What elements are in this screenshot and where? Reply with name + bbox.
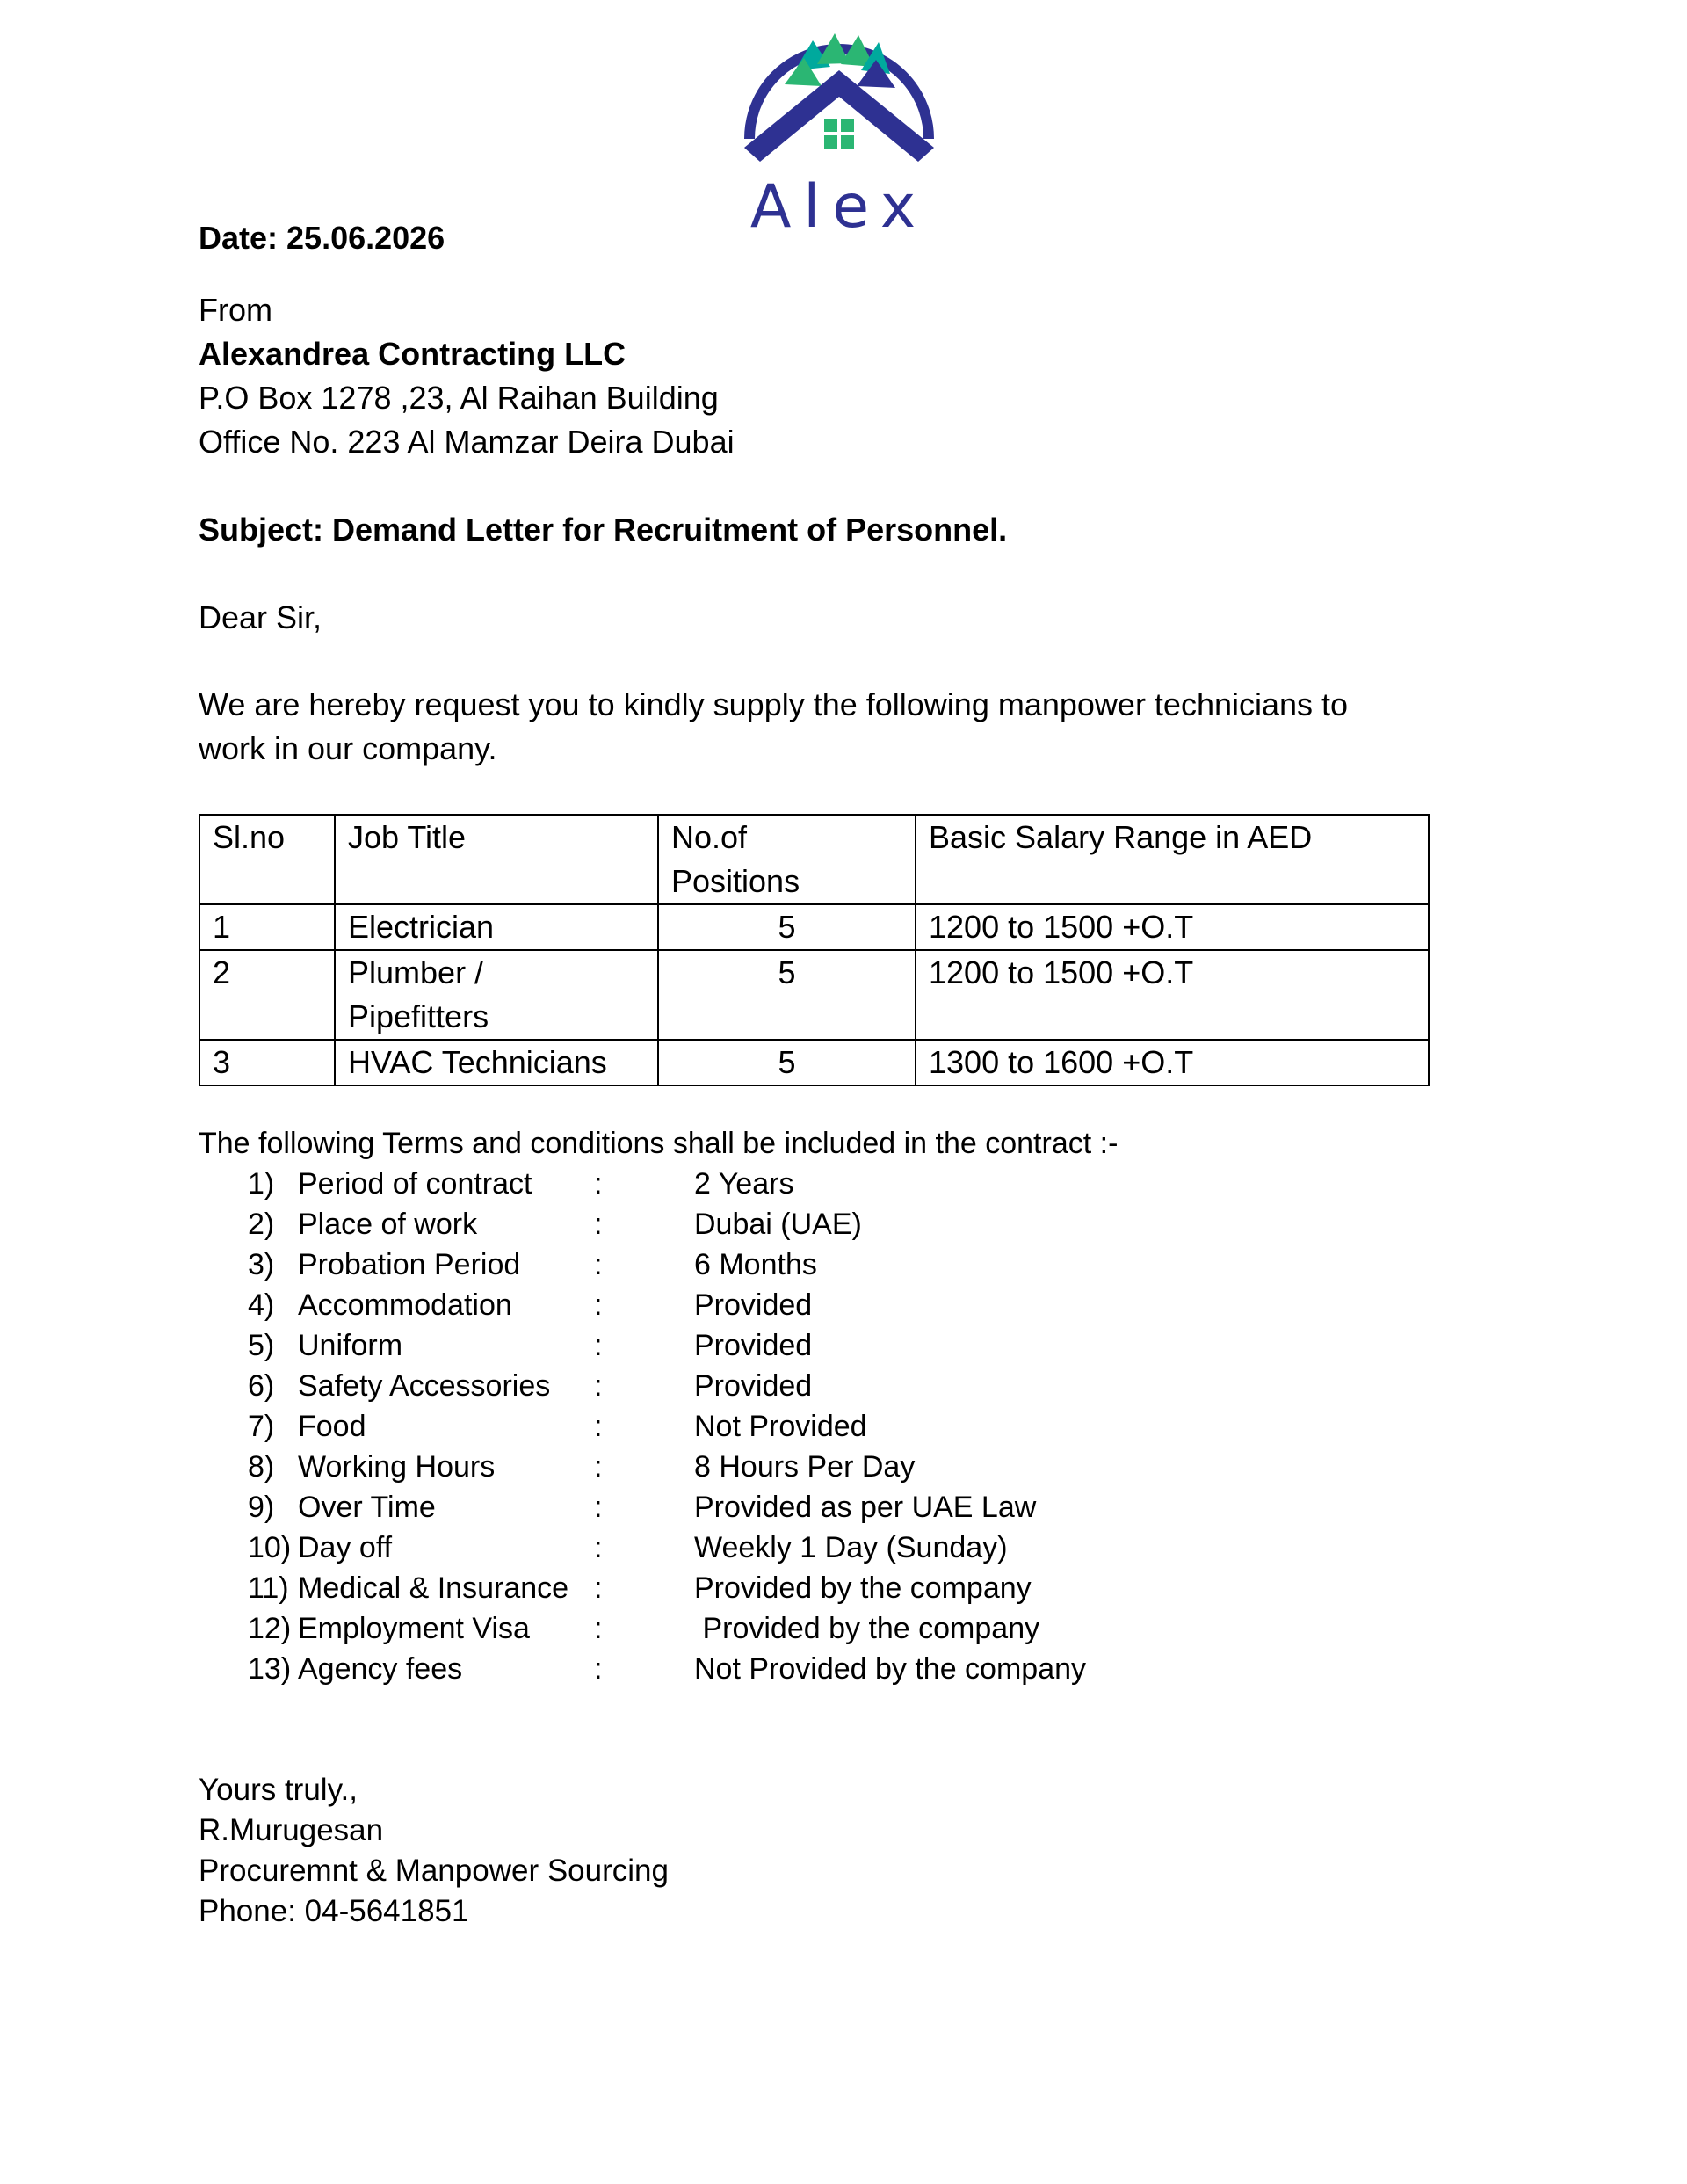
terms-list xyxy=(199,1164,1118,1689)
row-job-title: HVAC Technicians xyxy=(335,1040,658,1085)
term-colon: : xyxy=(594,1450,603,1484)
term-number: 7) xyxy=(248,1410,275,1443)
row-salary: 1200 to 1500 +O.T xyxy=(916,904,1429,950)
term-number: 3) xyxy=(248,1248,275,1281)
term-value: Provided by the company xyxy=(694,1612,1040,1645)
row-slno: 2 xyxy=(199,950,335,1040)
signature-block xyxy=(199,1770,669,1932)
header-job-title: Job Title xyxy=(335,815,658,904)
row-slno: 1 xyxy=(199,904,335,950)
company-name: Alexandrea Contracting LLC xyxy=(199,336,626,372)
term-value: Weekly 1 Day (Sunday) xyxy=(694,1531,1008,1564)
term-key: Medical & Insurance xyxy=(298,1571,569,1605)
term-number: 2) xyxy=(248,1208,275,1241)
positions-table xyxy=(199,814,1430,1086)
list-item xyxy=(199,1325,1118,1366)
term-number: 5) xyxy=(248,1329,275,1362)
body-line-1: We are hereby request you to kindly supply the following manpower technicians to xyxy=(199,686,1349,722)
row-job-title: Electrician xyxy=(335,904,658,950)
term-number: 6) xyxy=(248,1369,275,1403)
from-label: From xyxy=(199,292,272,328)
term-colon: : xyxy=(594,1167,603,1201)
list-item xyxy=(199,1285,1118,1325)
row-job-title-line-1: Plumber / xyxy=(348,954,484,990)
term-colon: : xyxy=(594,1410,603,1443)
list-item xyxy=(199,1204,1118,1244)
term-value: 8 Hours Per Day xyxy=(694,1450,916,1484)
logo-wordmark: Alex xyxy=(749,172,929,242)
term-colon: : xyxy=(594,1531,603,1564)
company-logo xyxy=(734,16,945,242)
list-item xyxy=(199,1568,1118,1608)
term-number: 13) xyxy=(248,1652,292,1686)
term-colon: : xyxy=(594,1329,603,1362)
header-slno: Sl.no xyxy=(199,815,335,904)
term-key: Safety Accessories xyxy=(298,1369,551,1403)
letter-date: Date: 25.06.2026 xyxy=(199,220,445,256)
term-colon: : xyxy=(594,1571,603,1605)
row-salary: 1300 to 1600 +O.T xyxy=(916,1040,1429,1085)
header-positions-line-2: Positions xyxy=(671,863,800,899)
term-colon: : xyxy=(594,1612,603,1645)
term-key: Working Hours xyxy=(298,1450,496,1484)
terms-section xyxy=(199,1123,1118,1689)
term-number: 4) xyxy=(248,1288,275,1322)
table-header-row xyxy=(199,815,1429,904)
term-value: Dubai (UAE) xyxy=(694,1208,862,1241)
address-line-2: Office No. 223 Al Mamzar Deira Dubai xyxy=(199,424,735,460)
row-job-title xyxy=(335,950,658,1040)
term-colon: : xyxy=(594,1652,603,1686)
row-slno: 3 xyxy=(199,1040,335,1085)
term-value: Not Provided by the company xyxy=(694,1652,1087,1686)
term-key: Period of contract xyxy=(298,1167,532,1201)
list-item xyxy=(199,1447,1118,1487)
header-positions xyxy=(658,815,916,904)
list-item xyxy=(199,1649,1118,1689)
term-colon: : xyxy=(594,1369,603,1403)
row-salary: 1200 to 1500 +O.T xyxy=(916,950,1429,1040)
list-item xyxy=(199,1406,1118,1447)
body-line-2: work in our company. xyxy=(199,730,497,766)
list-item xyxy=(199,1487,1118,1527)
term-value: 2 Years xyxy=(694,1167,794,1201)
term-number: 12) xyxy=(248,1612,292,1645)
salutation: Dear Sir, xyxy=(199,599,322,635)
term-value: Provided as per UAE Law xyxy=(694,1491,1037,1524)
signatory-title: Procuremnt & Manpower Sourcing xyxy=(199,1854,669,1888)
term-value: 6 Months xyxy=(694,1248,817,1281)
term-number: 11) xyxy=(248,1571,289,1605)
term-key: Probation Period xyxy=(298,1248,521,1281)
term-key: Uniform xyxy=(298,1329,403,1362)
term-key: Over Time xyxy=(298,1491,436,1524)
term-key: Place of work xyxy=(298,1208,478,1241)
row-positions: 5 xyxy=(658,1040,916,1085)
term-number: 1) xyxy=(248,1167,275,1201)
header-salary: Basic Salary Range in AED xyxy=(916,815,1429,904)
letter-subject: Subject: Demand Letter for Recruitment of Personnel. xyxy=(199,512,1008,548)
table-row xyxy=(199,950,1429,1040)
term-value: Provided xyxy=(694,1329,813,1362)
term-value: Provided xyxy=(694,1369,813,1403)
address-line-1: P.O Box 1278 ,23, Al Raihan Building xyxy=(199,380,719,416)
term-number: 10) xyxy=(248,1531,292,1564)
list-item xyxy=(199,1366,1118,1406)
term-number: 8) xyxy=(248,1450,275,1484)
row-positions: 5 xyxy=(658,904,916,950)
list-item xyxy=(199,1608,1118,1649)
term-value: Provided by the company xyxy=(694,1571,1032,1605)
term-colon: : xyxy=(594,1208,603,1241)
term-key: Food xyxy=(298,1410,366,1443)
table-row xyxy=(199,904,1429,950)
header-positions-line-1: No.of xyxy=(671,819,748,855)
term-key: Accommodation xyxy=(298,1288,512,1322)
closing: Yours truly., xyxy=(199,1773,358,1807)
signatory-phone: Phone: 04-5641851 xyxy=(199,1894,469,1928)
row-positions: 5 xyxy=(658,950,916,1040)
term-colon: : xyxy=(594,1288,603,1322)
table-row xyxy=(199,1040,1429,1085)
term-value: Not Provided xyxy=(694,1410,867,1443)
signatory-name: R.Murugesan xyxy=(199,1813,384,1847)
row-job-title-line-2: Pipefitters xyxy=(348,998,489,1034)
list-item xyxy=(199,1527,1118,1568)
term-value: Provided xyxy=(694,1288,813,1322)
term-key: Employment Visa xyxy=(298,1612,530,1645)
term-key: Agency fees xyxy=(298,1652,463,1686)
list-item xyxy=(199,1244,1118,1285)
term-colon: : xyxy=(594,1491,603,1524)
term-number: 9) xyxy=(248,1491,275,1524)
terms-intro: The following Terms and conditions shall be included in the contract :- xyxy=(199,1127,1119,1160)
term-key: Day off xyxy=(298,1531,393,1564)
list-item xyxy=(199,1164,1118,1204)
term-colon: : xyxy=(594,1248,603,1281)
